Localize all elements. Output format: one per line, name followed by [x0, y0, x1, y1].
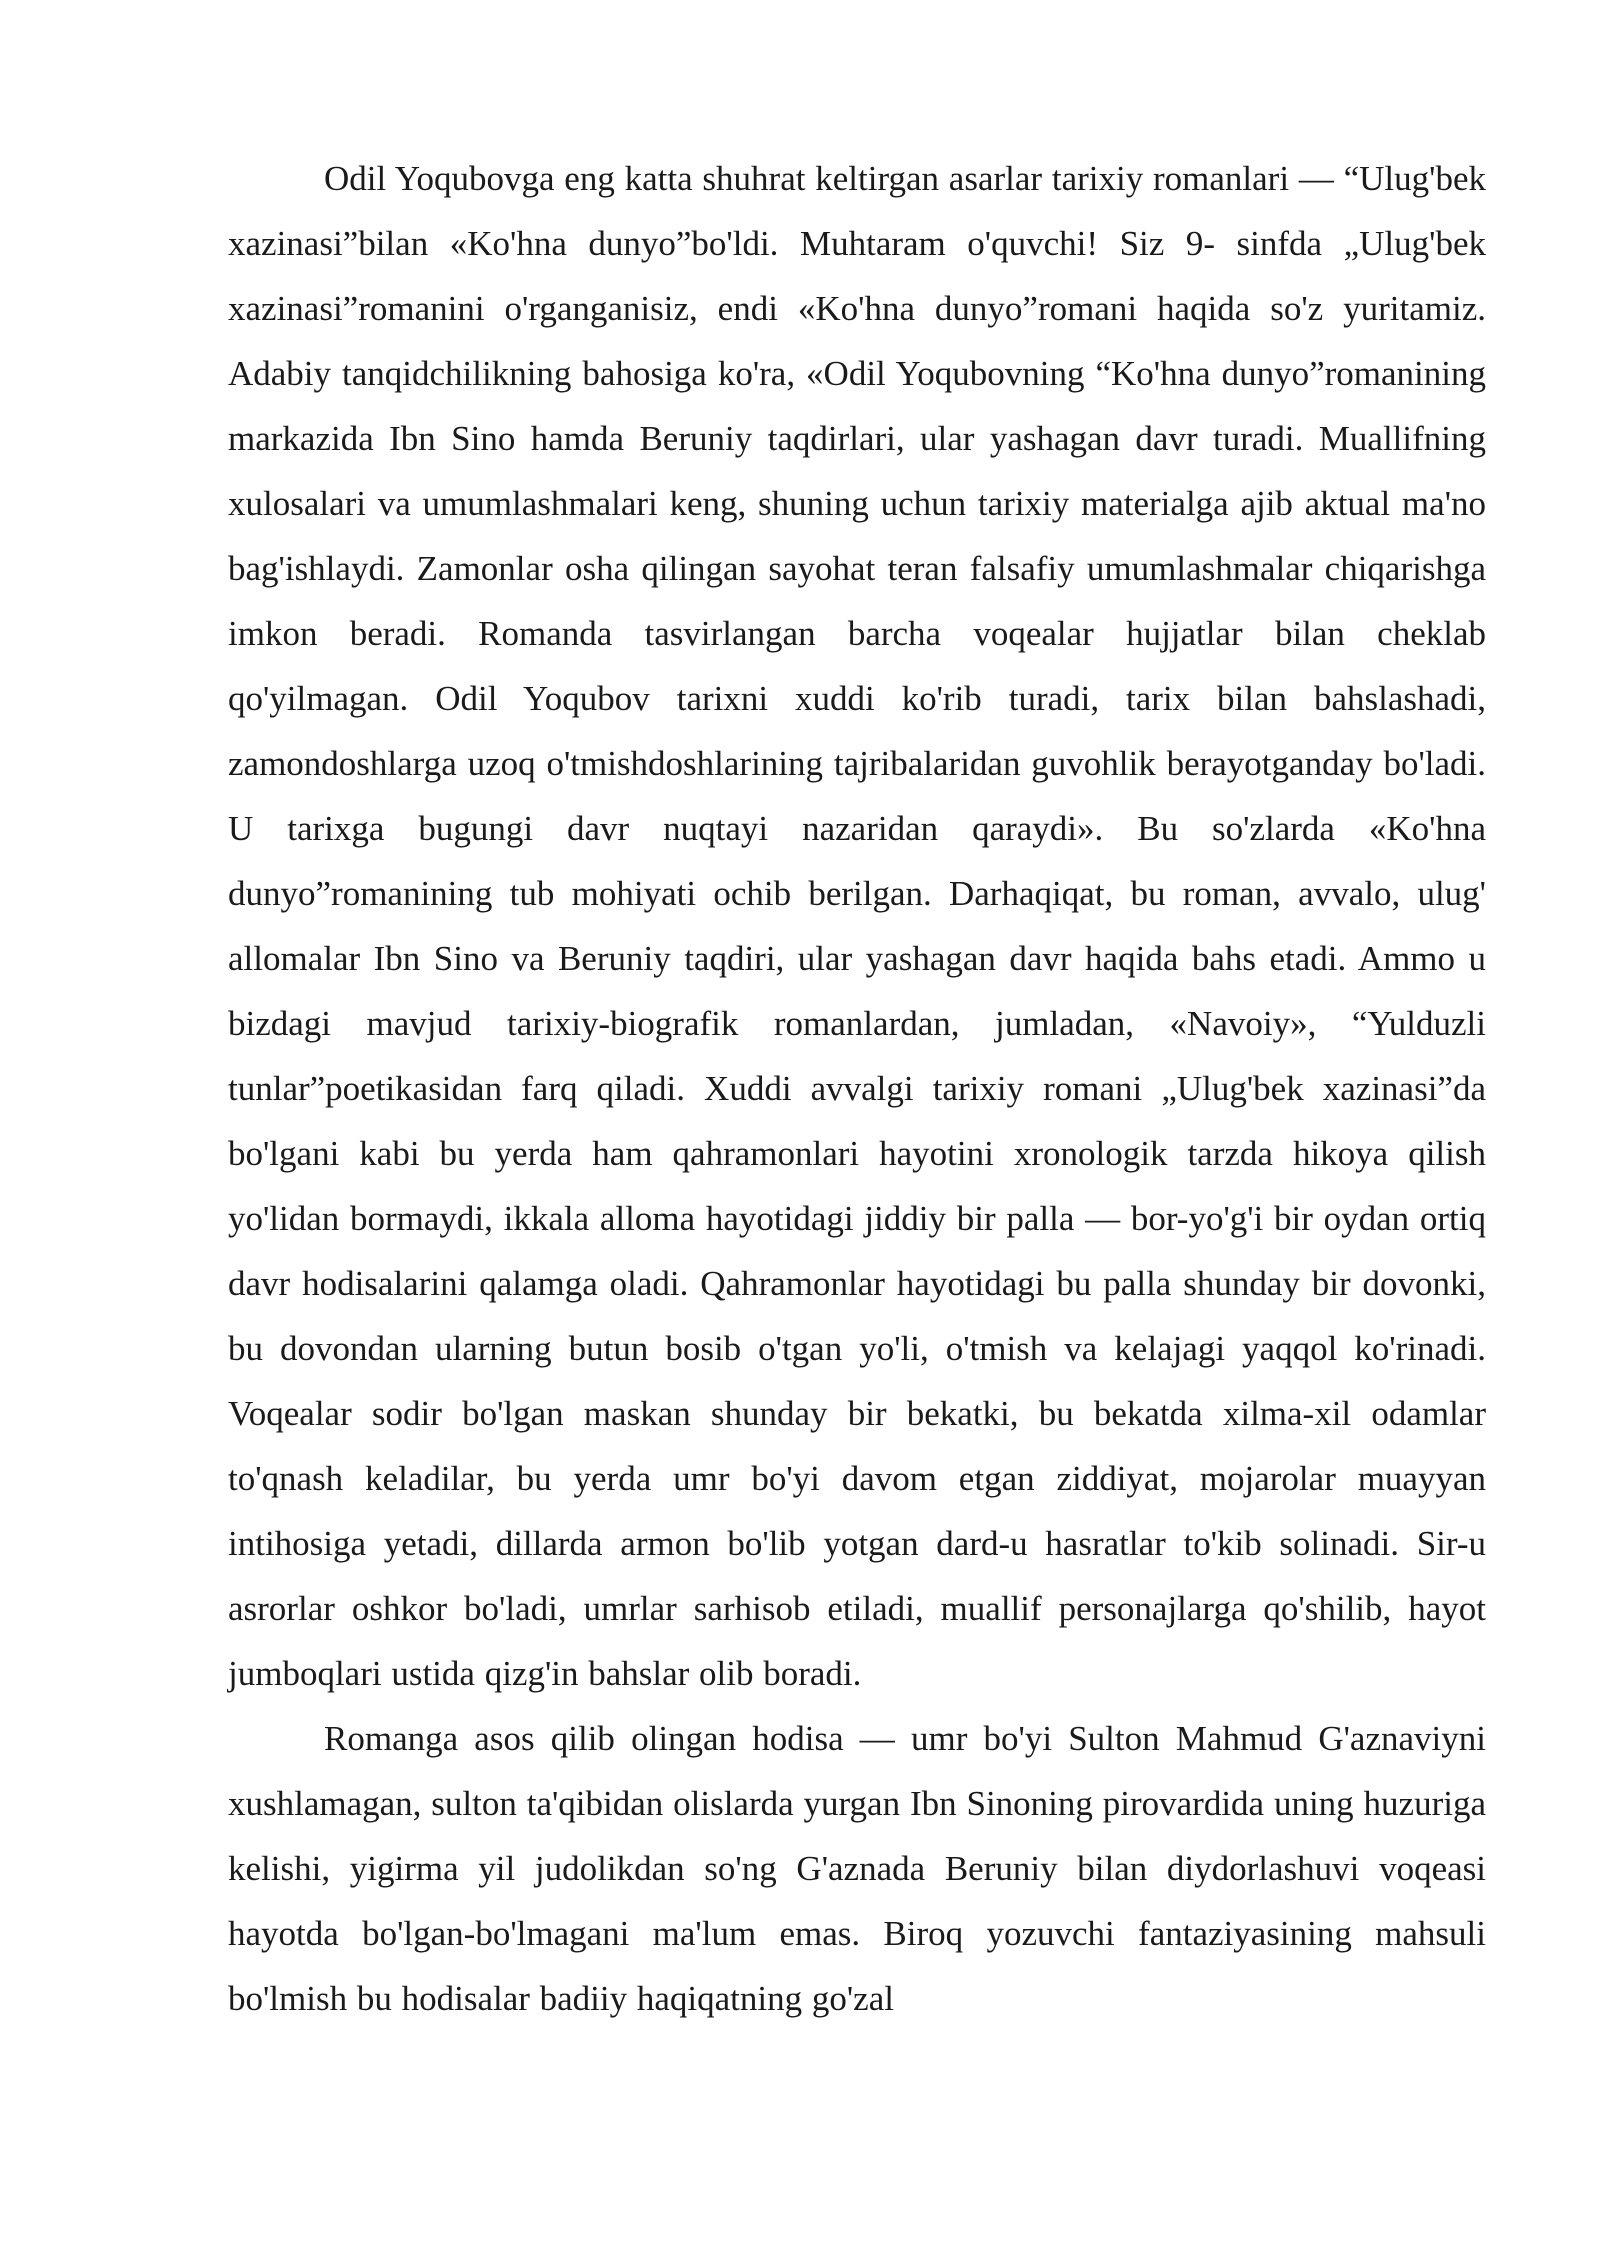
paragraph: Odil Yoqubovga eng katta shuhrat keltirgan asarlar tarixiy romanlari — “Ulug'bek xazinasi”bilan «Ko'hna dunyo”bo'ldi. Muhtaram o'quvchi! Siz 9- sinfda „Ulug'bek xazinasi”romanini o'rganganisiz, endi «Ko'hna dunyo”romani haqida so'z yuritamiz. Adabiy tanqidchilikning bahosiga ko'ra, «Odil Yoqubovning “Ko'hna dunyo”romanining markazida Ibn Sino hamda Beruniy taqdirlari, ular yashagan davr turadi. Muallifning xulosalari va umumlashmalari keng, shuning uchun tarixiy materialga ajib aktual ma'no bag'ishlaydi. Zamonlar osha qilingan sayohat teran falsafiy umumlashmalar chiqarishga imkon beradi. Romanda tasvirlangan barcha voqealar hujjatlar bilan cheklab qo'yilmagan. Odil Yoqubov tarixni xuddi ko'rib turadi, tarix bilan bahslashadi, zamondoshlarga uzoq o'tmishdoshlarining tajribalaridan guvohlik berayotganday bo'ladi. U tarixga bugungi davr nuqtayi nazaridan qaraydi». Bu so'zlarda «Ko'hna dunyo”romanining tub mohiyati ochib berilgan. Darhaqiqat, bu roman, avvalo, ulug' allomalar Ibn Sino va Beruniy taqdiri, ular yashagan davr haqida bahs etadi. Ammo u bizdagi mavjud tarixiy-biografik romanlardan, jumladan, «Navoiy», “Yulduzli tunlar”poetikasidan farq qiladi. Xuddi avvalgi tarixiy romani „Ulug'bek xazinasi”da bo'lgani kabi bu yerda ham qahramonlari hayotini xronologik tarzda hikoya qilish yo'lidan bormaydi, ikkala alloma hayotidagi jiddiy bir palla — bor-yo'g'i bir oydan ortiq davr hodisalarini qalamga oladi. Qahramonlar hayotidagi bu palla shunday bir dovonki, bu dovondan ularning butun bosib o'tgan yo'li, o'tmish va kelajagi yaqqol ko'rinadi. Voqealar sodir bo'lgan maskan shunday bir bekatki, bu bekatda xilma-xil odamlar to'qnash keladilar, bu yerda umr bo'yi davom etgan ziddiyat, mojarolar muayyan intihosiga yetadi, dillarda armon bo'lib yotgan dard-u hasratlar to'kib solinadi. Sir-u asrorlar oshkor bo'ladi, umrlar sarhisob etiladi, muallif personajlarga qo'shilib, hayot jumboqlari ustida qizg'in bahslar olib boradi.: [228, 159, 1486, 1693]
body-text: [228, 146, 1486, 2031]
paragraph: Romanga asos qilib olingan hodisa — umr bo'yi Sulton Mahmud G'aznaviyni xushlamagan, sulton ta'qibidan olislarda yurgan Ibn Sinoning pirovardida uning huzuriga kelishi, yigirma yil judolikdan so'ng G'aznada Beruniy bilan diydorlashuvi voqeasi hayotda bo'lgan-bo'lmagani ma'lum emas. Biroq yozuvchi fantaziyasining mahsuli bo'lmish bu hodisalar badiiy haqiqatning go'zal: [228, 1719, 1486, 2018]
